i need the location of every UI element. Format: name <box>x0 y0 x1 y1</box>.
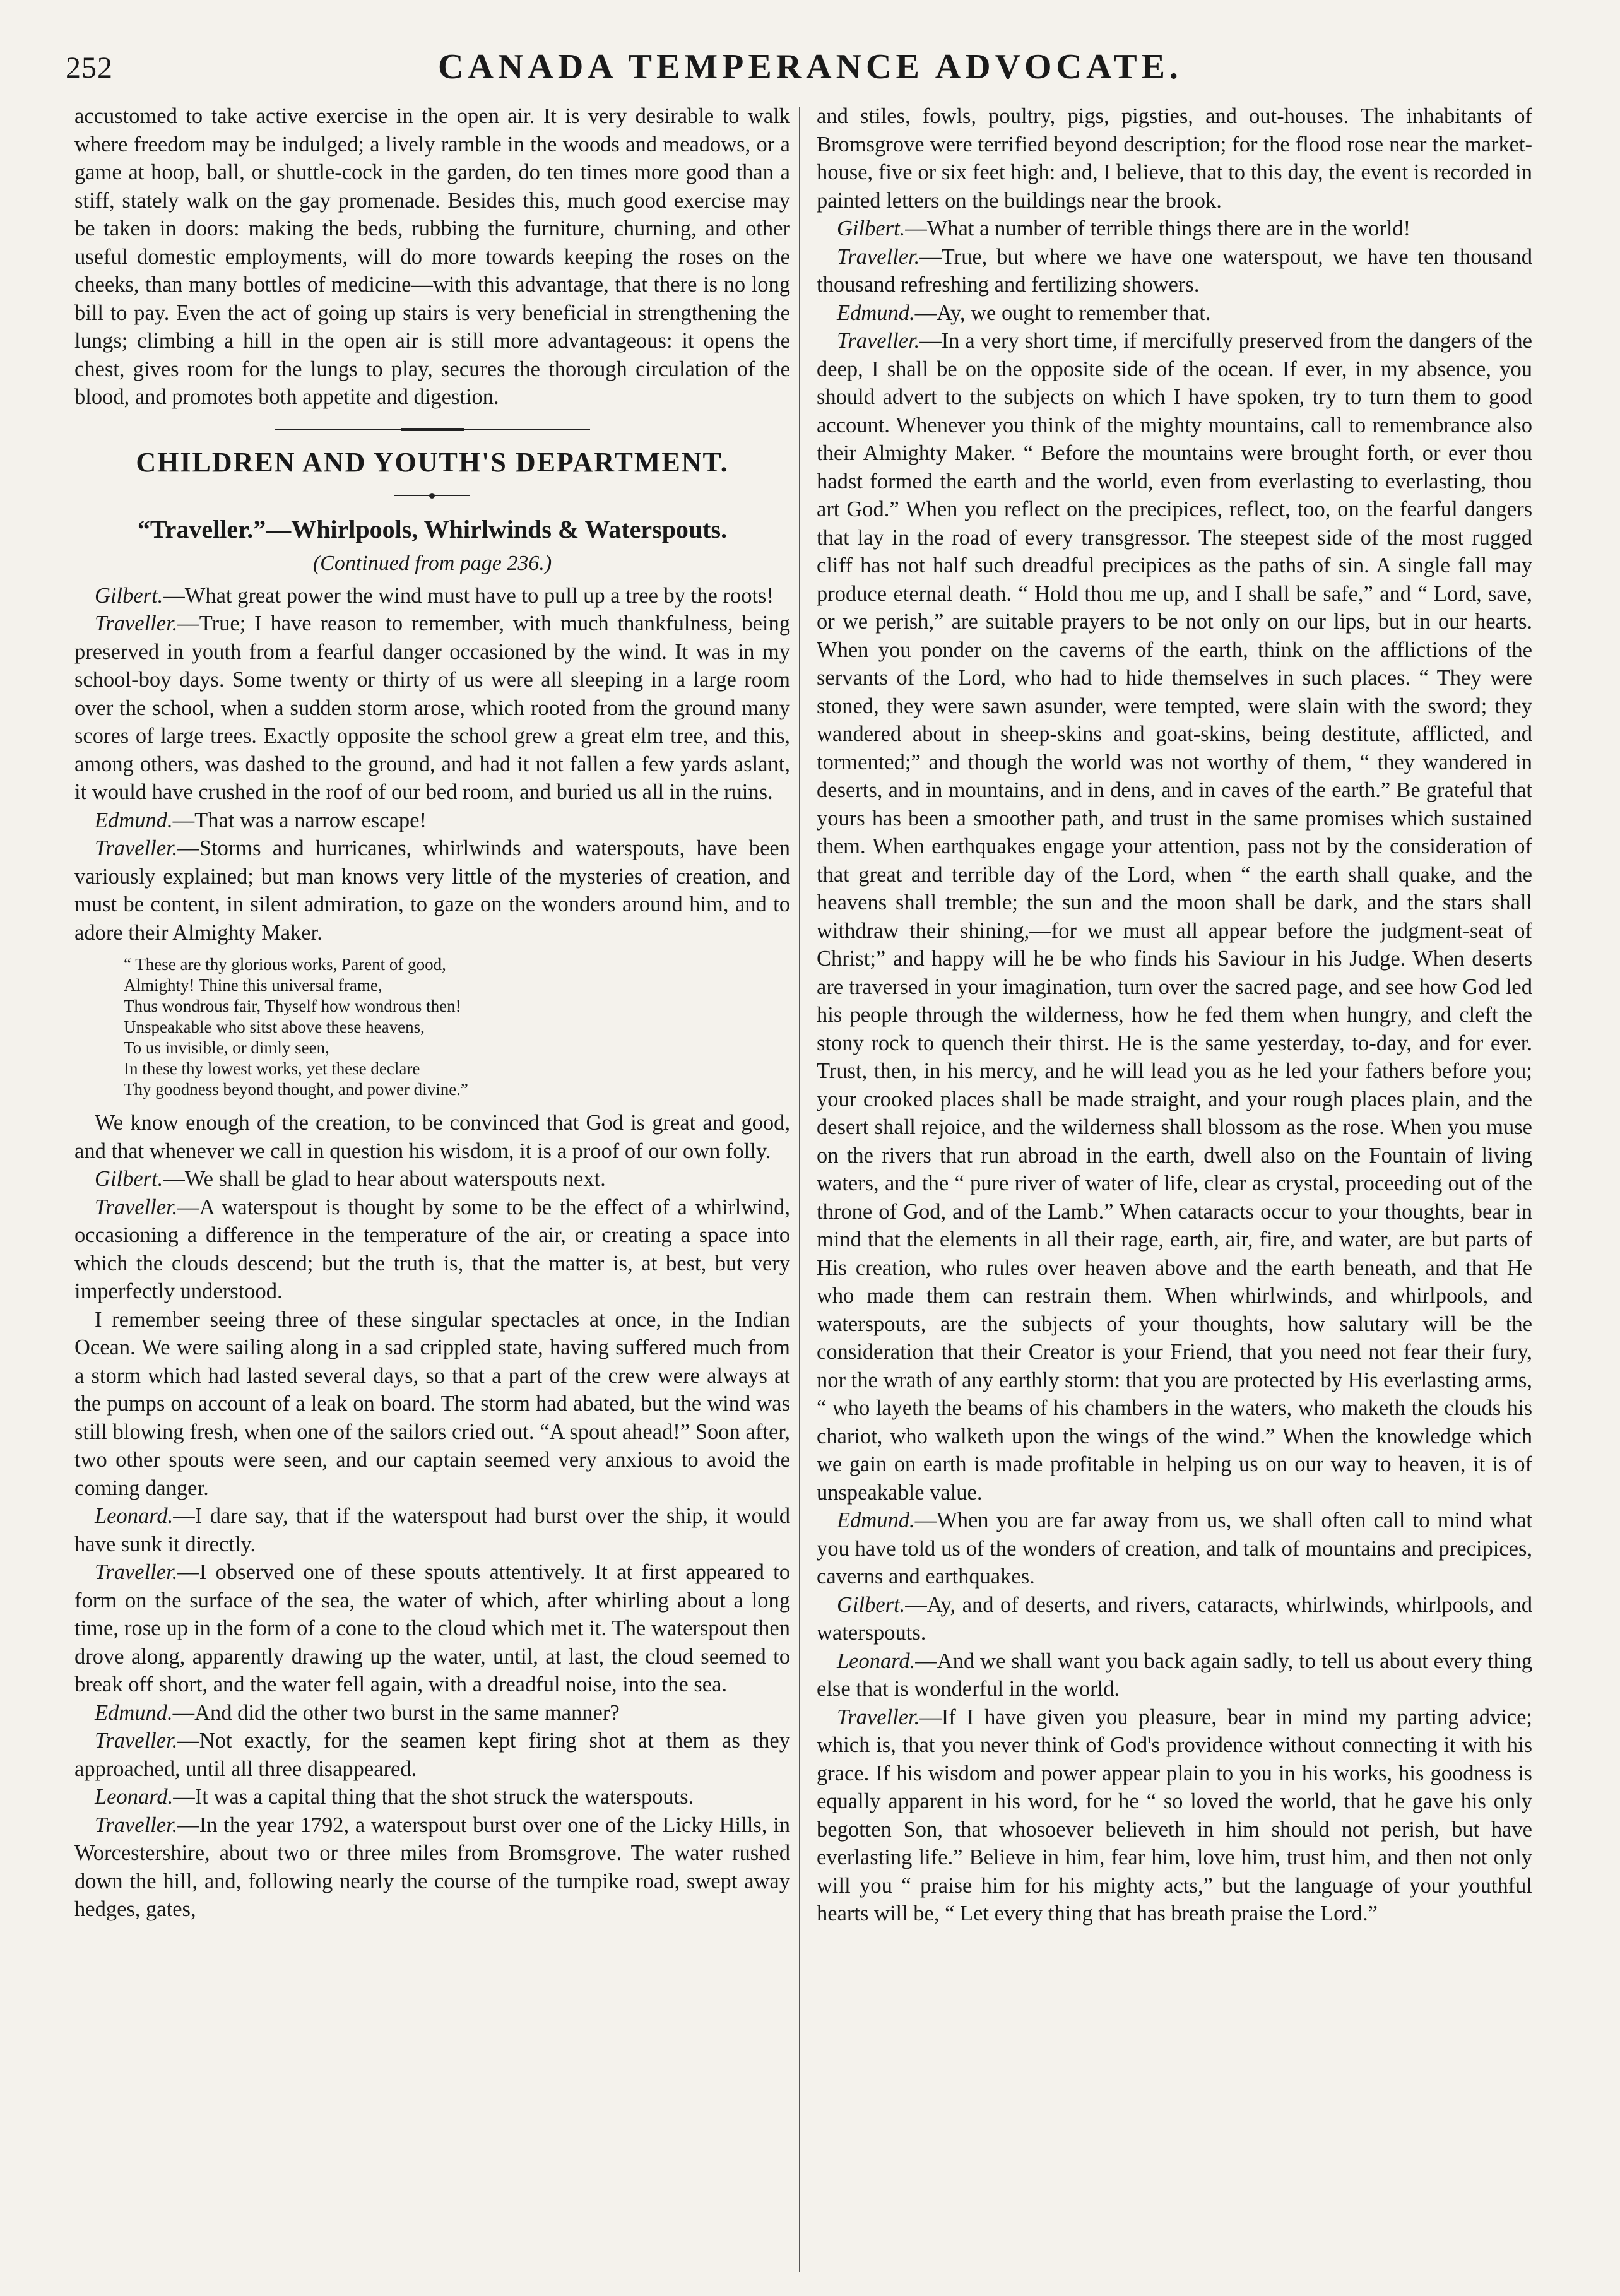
speaker-name: Gilbert. <box>837 1592 906 1617</box>
dialogue-section <box>74 582 790 947</box>
speaker-name: Traveller. <box>837 244 920 269</box>
dialogue-paragraph <box>74 1811 790 1924</box>
poem-line: To us invisible, or dimly seen, <box>124 1038 329 1057</box>
speaker-name: Leonard. <box>95 1785 174 1809</box>
dialogue-paragraph <box>74 1699 790 1727</box>
page-number: 252 <box>66 51 113 85</box>
dialogue-paragraph <box>817 1703 1532 1928</box>
dialogue-paragraph <box>74 807 790 835</box>
speaker-name: Edmund. <box>95 808 173 832</box>
paragraph-text: —I observed one of these spouts attentively. It at first appeared to form on the surface of the sea, the water of which, after whirling about a long time, rose up in the form of a cone to the cloud which met it. The waterspout then drove along, apparently drawing up the water, until, at last, the cloud seemed to break off short, and the water fell again, with a dreadful noise, into the sea. <box>74 1560 790 1696</box>
paragraph-text: —In a very short time, if mercifully preserved from the dangers of the deep, I shall be on the opposite side of the ocean. If ever, in my absence, you should advert to the subjects on which I have spoken, try to turn them to good account. Whenever you think of the mighty mountains, call to remembrance also their Almighty Maker. “ Before the mountains were brought forth, or ever thou hadst formed the earth and the world, even from everlasting to everlasting, thou art God.” When you reflect on the precipices, reflect, too, on the fearful dangers that lay in the road of every transgressor. The steepest side of the most rugged cliff has not half such dreadful precipices as the paths of sin. A single fall may produce eternal death. “ Hold thou me up, and I shall be safe,” and “ Lord, save, or we perish,” are suitable prayers to be not only on our lips, but in our hearts. When you ponder on the caverns of the earth, think on the afflictions of the servants of the Lord, who had to hide themselves in such places. “ They were stoned, they were sawn asunder, were tempted, were slain with the sword; they wandered about in sheep-skins and goat-skins, being destitute, afflicted, and tormented;” and though the world was not worthy of them, “ they wandered in deserts, and in mountains, and in dens, and in caves of the earth.” Be grateful that yours has been a smoother path, and trust in the same promises which sustained them. When earthquakes engage your attention, pass not by the consideration of that great and terrible day of the Lord, when “ the earth shall quake, and the heavens shall tremble; the sun and the moon shall be dark, and the stars shall withdraw their shining,—for we must all appear before the judgment-seat of Christ;” and happy will he be who finds his Saviour in his Judge. When deserts are traversed in your imagination, turn over the sacred page, and see how God led his people through the wilderness, how he fed them when hungry, and cleft the stony rock to quench their thirst. He is the same yesterday, to-day, and for ever. Trust, then, in his mercy, and he will lead you as he led your fathers before you; your crooked places shall be made straight, and your rough places plain, and the desert shall rejoice, and the wilderness shall blossom as the rose. When you muse on the rivers that run abroad in the earth, dwell also on the Fountain of living waters, and the “ pure river of water of life, clear as crystal, proceeding out of the throne of God, and of the Lamb.” When cataracts occur to your thoughts, bear in mind that the elements in all their rage, earth, air, fire, and water, are but parts of His creation, who rules over heaven above and the earth beneath, and that He who made them can restrain them. When whirlwinds, and whirlpools, and waterspouts, are the subjects of your thoughts, how salutary will be the consideration that their Creator is your Friend, that you need not fear their fury, nor the wrath of any earthly storm: that you are protected by His everlasting arms, “ who layeth the beams of his chambers in the waters, who maketh the clouds his chariot, who walketh upon the wings of the wind.” When the knowledge which we gain on earth is made profitable in helping us on our way to heaven, it is of unspeakable value. <box>817 329 1532 1505</box>
paragraph-text: —If I have given you pleasure, bear in mind my parting advice; which is, that you never think of God's providence without connecting it with his grace. If his wisdom and power appear plain to you in his works, his goodness is equally apparent in his word, for he “ so loved the world, that he gave his only begotten Son, that whosoever believeth in him should not perish, but have everlasting life.” Believe in him, fear him, love him, trust him, and then not only will you “ praise him for his mighty acts,” but the language of your youthful hearts will be, “ Let every thing that has breath praise the Lord.” <box>817 1705 1532 1926</box>
left-column <box>74 102 790 1924</box>
paragraph-text: We know enough of the creation, to be convinced that God is great and good, and that whenever we call in question his wisdom, it is a proof of our own folly. <box>74 1111 790 1163</box>
dialogue-paragraph <box>74 1783 790 1811</box>
speaker-name: Traveller. <box>95 1195 178 1219</box>
dialogue-paragraph <box>74 1306 790 1503</box>
paragraph-text: —Not exactly, for the seamen kept firing shot at them as they approached, until all three disappeared. <box>74 1729 790 1781</box>
poem-line: Unspeakable who sitst above these heavens, <box>124 1017 425 1036</box>
paragraph-text: I remember seeing three of these singular spectacles at once, in the Indian Ocean. We were sailing along in a sad crippled state, having suffered much from a storm which had lasted several days, so that a part of the crew were always at the pumps on account of a leak on board. The storm had abated, but the wind was still blowing fresh, when one of the sailors cried out. “A spout ahead!” Soon after, two other spouts were seen, and our captain seemed very anxious to avoid the coming danger. <box>74 1307 790 1500</box>
speaker-name: Traveller. <box>95 612 178 636</box>
paragraph-text: —Storms and hurricanes, whirlwinds and waterspouts, have been variously explained; but man knows very little of the mysteries of creation, and must be content, in silent admiration, to gaze on the wonders around him, and to adore their Almighty Maker. <box>74 836 790 945</box>
dialogue-paragraph <box>817 215 1532 243</box>
speaker-name: Gilbert. <box>837 216 906 240</box>
poem-line: Almighty! Thine this universal frame, <box>124 976 382 995</box>
dialogue-paragraph <box>74 834 790 947</box>
paragraph-text: —A waterspout is thought by some to be the effect of a whirlwind, occasioning a difference in the temperature of the air, or creating a space into which the clouds descend; but the truth is, that the matter is, at best, but very imperfectly understood. <box>74 1195 790 1303</box>
dialogue-paragraph <box>817 243 1532 299</box>
dialogue-paragraph <box>817 102 1532 215</box>
paragraph-text: —True, but where we have one waterspout, we have ten thousand thousand refreshing and fertilizing showers. <box>817 244 1532 297</box>
dialogue-section <box>74 1109 790 1924</box>
continued-note: (Continued from page 236.) <box>312 551 552 575</box>
poem-line: Thus wondrous fair, Thyself how wondrous then! <box>124 997 461 1015</box>
dialogue-section <box>817 102 1532 1928</box>
paragraph-text: —I dare say, that if the waterspout had burst over the ship, it would have sunk it directly. <box>74 1504 790 1556</box>
paragraph-text: —In the year 1792, a waterspout burst over one of the Licky Hills, in Worcestershire, about two or three miles from Bromsgrove. The water rushed down the hill, and, following nearly the course of the turnpike road, swept away hedges, gates, <box>74 1813 790 1921</box>
paragraph-text: —And did the other two burst in the same manner? <box>172 1700 620 1725</box>
dialogue-paragraph <box>817 1591 1532 1647</box>
paragraph-text: —That was a narrow escape! <box>172 808 427 832</box>
dialogue-paragraph <box>817 1506 1532 1591</box>
dialogue-paragraph <box>74 610 790 807</box>
paragraph-text: —True; I have reason to remember, with much thankfulness, being preserved in youth from a fearful danger occasioned by the wind. It was in my school-boy days. Some twenty or thirty of us were all sleeping in a large room over the school, when a sudden storm arose, which rooted from the ground many scores of large trees. Exactly opposite the school grew a great elm tree, and this, among others, was dashed to the ground, and had it not fallen a few yards aslant, it would have crushed in the roof of our bed room, and buried us all in the ruins. <box>74 612 790 804</box>
speaker-name: Gilbert. <box>95 583 163 608</box>
poem-line: “ These are thy glorious works, Parent of good, <box>124 955 446 974</box>
speaker-name: Traveller. <box>837 1705 920 1729</box>
intro-paragraph: accustomed to take active exercise in the open air. It is very desirable to walk where freedom may be indulged; a lively ramble in the woods and meadows, or a game at hoop, ball, or shuttle-cock in the garden, do ten times more good than a stiff, stately walk on the gay promenade. Besides this, much good exercise may be taken in doors: making the beds, rubbing the furniture, churning, and other useful domestic employments, will do more towards keeping the roses on the cheeks, than many bottles of medicine—with this advantage, that there is no long bill to pay. Even the act of going up stairs is very beneficial in strengthening the lungs; climbing a hill in the open air is still more advantageous: it opens the chest, gives room for the lungs to play, secures the thorough circulation of the blood, and promotes both appetite and digestion. <box>74 104 790 409</box>
paragraph-text: and stiles, fowls, poultry, pigs, pigsties, and out-houses. The inhabitants of Bromsgrove were terrified beyond description; for the flood rose near the market-house, five or six feet high: and, I believe, that to this day, the event is recorded in painted letters on the buildings near the brook. <box>817 104 1532 213</box>
dialogue-paragraph <box>817 327 1532 1506</box>
section-divider <box>275 428 590 431</box>
dialogue-paragraph <box>74 1165 790 1193</box>
paragraph-text: —We shall be glad to hear about waterspouts next. <box>163 1167 606 1191</box>
paragraph-text: —It was a capital thing that the shot struck the waterspouts. <box>173 1785 694 1809</box>
article-title: “Traveller.”—Whirlpools, Whirlwinds & Waterspouts. <box>137 514 728 543</box>
dialogue-paragraph <box>74 1109 790 1165</box>
poem-quote <box>124 954 790 1100</box>
speaker-name: Edmund. <box>837 300 915 325</box>
speaker-name: Leonard. <box>95 1504 174 1528</box>
paragraph-text: —What great power the wind must have to pull up a tree by the roots! <box>163 583 774 608</box>
paragraph-text: —What a number of terrible things there are in the world! <box>905 216 1411 240</box>
right-column <box>817 102 1532 1928</box>
column-divider <box>799 107 800 2272</box>
speaker-name: Gilbert. <box>95 1167 163 1191</box>
speaker-name: Edmund. <box>95 1700 173 1725</box>
dialogue-paragraph <box>817 1647 1532 1703</box>
poem-line: Thy goodness beyond thought, and power divine.” <box>124 1080 468 1099</box>
dialogue-paragraph <box>74 1193 790 1306</box>
dialogue-paragraph <box>74 1727 790 1783</box>
speaker-name: Traveller. <box>95 1813 178 1837</box>
paragraph-text: —When you are far away from us, we shall often call to mind what you have told us of the wonders of creation, and talk of mountains and precipices, caverns and earthquakes. <box>817 1508 1532 1589</box>
department-heading: CHILDREN AND YOUTH'S DEPARTMENT. <box>136 446 729 478</box>
journal-title: CANADA TEMPERANCE ADVOCATE. <box>438 47 1183 86</box>
dialogue-paragraph <box>74 1558 790 1699</box>
speaker-name: Traveller. <box>95 1729 178 1753</box>
paragraph-text: —Ay, we ought to remember that. <box>914 300 1211 325</box>
paragraph-text: —Ay, and of deserts, and rivers, cataracts, whirlwinds, whirlpools, and waterspouts. <box>817 1592 1532 1645</box>
speaker-name: Traveller. <box>95 836 178 860</box>
dialogue-paragraph <box>817 299 1532 328</box>
dialogue-paragraph <box>74 582 790 610</box>
running-head <box>66 47 1555 97</box>
dialogue-paragraph <box>74 1502 790 1558</box>
ornament-divider <box>394 493 470 499</box>
paragraph-text: —And we shall want you back again sadly, to tell us about every thing else that is wonderful in the world. <box>817 1648 1532 1701</box>
poem-line: In these thy lowest works, yet these declare <box>124 1059 420 1078</box>
speaker-name: Traveller. <box>837 329 920 353</box>
speaker-name: Edmund. <box>837 1508 915 1532</box>
speaker-name: Leonard. <box>837 1648 916 1673</box>
speaker-name: Traveller. <box>95 1560 178 1584</box>
